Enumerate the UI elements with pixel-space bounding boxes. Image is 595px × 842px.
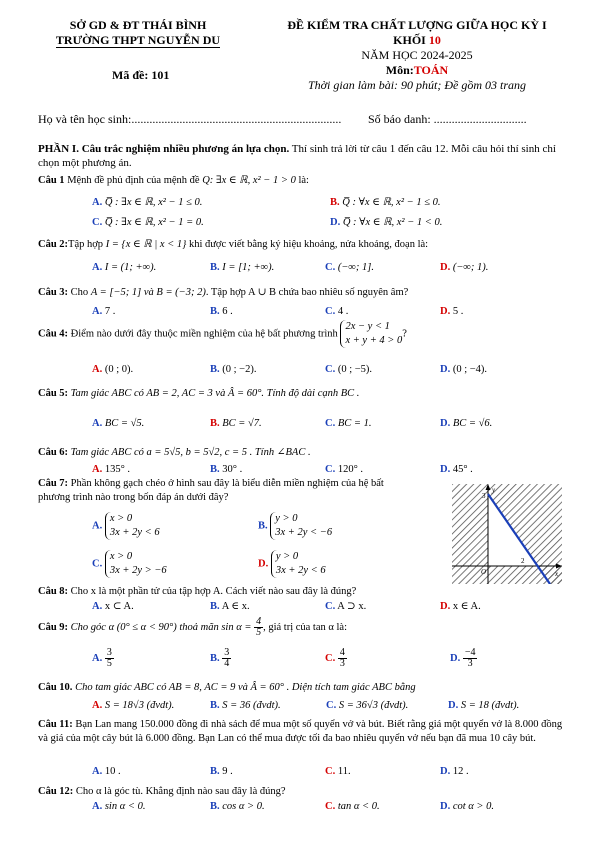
q5-option-c[interactable]: C. BC = 1. xyxy=(325,418,372,429)
exam-title: ĐỀ KIỂM TRA CHẤT LƯỢNG GIỮA HỌC KỲ I xyxy=(287,18,547,32)
q6-option-d[interactable]: D. 45° . xyxy=(440,464,473,475)
exam-code: Mã đề: 101 xyxy=(112,68,170,82)
q11-option-d[interactable]: D. 12 . xyxy=(440,766,469,777)
q9-sin-fraction: $\frac{4}{5}$ xyxy=(256,616,262,638)
q8-option-c[interactable]: C. A ⊃ x. xyxy=(325,601,367,612)
graph-tick-3: 3 xyxy=(482,492,486,500)
graph-tick-2: 2 xyxy=(521,557,525,565)
q4-option-d[interactable]: D. (0 ; −4). xyxy=(440,364,488,375)
q5-option-d[interactable]: D. BC = √6. xyxy=(440,418,493,429)
q9-option-a[interactable]: A. $\frac{3}{5}$ xyxy=(92,647,112,669)
graph-x-label: x xyxy=(555,570,559,578)
question-9: Câu 9: Cho góc α (0° ≤ α < 90°) thoả mãn sin α = $\frac{4}{5}$ , giá trị của tan α là: xyxy=(38,616,348,638)
question-6: Câu 6: Tam giác ABC có a = 5√5, b = 5√2, c = 5 . Tính ∠BAC . xyxy=(38,447,311,458)
q5-option-a[interactable]: A. BC = √5. xyxy=(92,418,145,429)
q11-option-a[interactable]: A. 10 . xyxy=(92,766,121,777)
q2-option-b[interactable]: B. I = [1; +∞). xyxy=(210,262,275,273)
q1-option-c[interactable]: C. Q̅ : ∃x ∈ ℝ, x² − 1 = 0. xyxy=(92,217,204,228)
q4-system: 2x − y < 1 x + y + 4 > 0 xyxy=(340,320,402,348)
q7-option-b[interactable]: B. y > 0 3x + 2y < −6 xyxy=(258,512,332,540)
q8-option-d[interactable]: D. x ∈ A. xyxy=(440,601,481,612)
q10-option-c[interactable]: C. S = 36√3 (đvdt). xyxy=(326,700,409,711)
q4-option-b[interactable]: B. (0 ; −2). xyxy=(210,364,257,375)
school-year: NĂM HỌC 2024-2025 xyxy=(361,48,473,62)
student-name-field: Họ và tên học sinh:...................................................................... xyxy=(38,112,342,126)
question-4: Câu 4: Điểm nào dưới đây thuộc miền nghiệm của hệ bất phương trình 2x − y < 1 x + y + 4 > 0? xyxy=(38,320,407,348)
q2-option-d[interactable]: D. (−∞; 1). xyxy=(440,262,489,273)
q4-option-a[interactable]: A. (0 ; 0). xyxy=(92,364,134,375)
q6-option-a[interactable]: A. 135° . xyxy=(92,464,131,475)
question-3: Câu 3: Cho A = [−5; 1] và B = (−3; 2). Tập hợp A ∪ B chứa bao nhiêu số nguyên âm? xyxy=(38,287,409,298)
q10-option-a[interactable]: A. S = 18√3 (đvdt). xyxy=(92,700,175,711)
q8-option-b[interactable]: B. A ∈ x. xyxy=(210,601,250,612)
q10-option-d[interactable]: D. S = 18 (đvdt). xyxy=(448,700,520,711)
q6-option-c[interactable]: C. 120° . xyxy=(325,464,364,475)
q12-option-c[interactable]: C. tan α < 0. xyxy=(325,801,380,812)
q12-option-b[interactable]: B. cos α > 0. xyxy=(210,801,265,812)
q4-option-c[interactable]: C. (0 ; −5). xyxy=(325,364,373,375)
grade: KHỐI 10 xyxy=(393,33,441,47)
student-id-field: Số báo danh: ............................... xyxy=(368,112,527,126)
exam-time: Thời gian làm bài: 90 phút; Đề gồm 03 trang xyxy=(307,78,527,92)
q7-option-c[interactable]: C. x > 0 3x + 2y > −6 xyxy=(92,550,167,578)
q12-option-a[interactable]: A. sin α < 0. xyxy=(92,801,146,812)
q6-option-b[interactable]: B. 30° . xyxy=(210,464,243,475)
graph-y-label: y xyxy=(492,486,496,494)
q3-option-b[interactable]: B. 6 . xyxy=(210,306,233,317)
question-5: Câu 5: Tam giác ABC có AB = 2, AC = 3 và Â = 60°. Tính độ dài cạnh BC . xyxy=(38,388,360,399)
school-name: TRƯỜNG THPT NGUYỄN DU xyxy=(55,33,221,47)
question-2: Câu 2:Tập hợp I = {x ∈ ℝ | x < 1} khi được viết bằng ký hiệu khoảng, nửa khoảng, đoạn là: xyxy=(38,239,429,250)
graph-origin-label: O xyxy=(481,568,487,576)
q5-option-b[interactable]: B. BC = √7. xyxy=(210,418,262,429)
question-11: Câu 11: Bạn Lan mang 150.000 đồng đi nhà sách để mua một số quyển vở và bút. Biết rằng giá một quyển vở là 8.000 đồng và giá của một cây bút là 6.000 đồng. Bạn Lan có thể mua được tối đa bao nhiêu quyển vở nếu bạn đã mua 10 cây bút. xyxy=(38,719,563,744)
q9-option-b[interactable]: B. $\frac{3}{4}$ xyxy=(210,647,230,669)
q1-option-a[interactable]: A. Q̅ : ∃x ∈ ℝ, x² − 1 ≤ 0. xyxy=(92,197,203,208)
q8-option-a[interactable]: A. x ⊂ A. xyxy=(92,601,134,612)
question-1: Câu 1 Mệnh đề phủ định của mệnh đề Q: ∃x ∈ ℝ, x² − 1 > 0 là: xyxy=(38,175,309,186)
dept-name: SỞ GD & ĐT THÁI BÌNH xyxy=(69,18,207,32)
q3-option-a[interactable]: A. 7 . xyxy=(92,306,116,317)
q7-option-a[interactable]: A. x > 0 3x + 2y < 6 xyxy=(92,512,160,540)
q3-option-c[interactable]: C. 4 . xyxy=(325,306,349,317)
q11-option-b[interactable]: B. 9 . xyxy=(210,766,233,777)
q10-option-b[interactable]: B. S = 36 (đvdt). xyxy=(210,700,281,711)
part1-heading: PHẦN I. Câu trắc nghiệm nhiều phương án lựa chọn. Thí sinh trả lời từ câu 1 đến câu 12. Mỗi câu hỏi thí sinh chỉ chọn một phương án. xyxy=(38,143,556,169)
q2-option-c[interactable]: C. (−∞; 1]. xyxy=(325,262,374,273)
q9-option-d[interactable]: D. $\frac{-4}{3}$ xyxy=(450,647,476,669)
subject: Môn:TOÁN xyxy=(385,63,449,77)
q2-option-a[interactable]: A. I = (1; +∞). xyxy=(92,262,157,273)
q1-option-d[interactable]: D. Q̅ : ∀x ∈ ℝ, x² − 1 < 0. xyxy=(330,217,443,228)
q7-option-d[interactable]: D. y > 0 3x + 2y < 6 xyxy=(258,550,326,578)
q11-option-c[interactable]: C. 11. xyxy=(325,766,351,777)
question-10: Câu 10. Cho tam giác ABC có AB = 8, AC = 9 và Â = 60° . Diện tích tam giác ABC bằng xyxy=(38,682,416,693)
q1-option-b[interactable]: B. Q̅ : ∀x ∈ ℝ, x² − 1 ≤ 0. xyxy=(330,197,441,208)
q7-region-graph xyxy=(452,484,562,584)
question-12: Câu 12: Cho α là góc tù. Khẳng định nào sau đây là đúng? xyxy=(38,786,286,797)
question-8: Câu 8: Cho x là một phần tử của tập hợp A. Cách viết nào sau đây là đúng? xyxy=(38,586,357,597)
q12-option-d[interactable]: D. cot α > 0. xyxy=(440,801,495,812)
question-7: Câu 7: Phần không gạch chéo ở hình sau đây là biểu diễn miền nghiệm của hệ bất phương trình nào trong bốn đáp án dưới đây? xyxy=(38,478,384,503)
q3-option-d[interactable]: D. 5 . xyxy=(440,306,464,317)
q9-option-c[interactable]: C. $\frac{4}{3}$ xyxy=(325,647,345,669)
